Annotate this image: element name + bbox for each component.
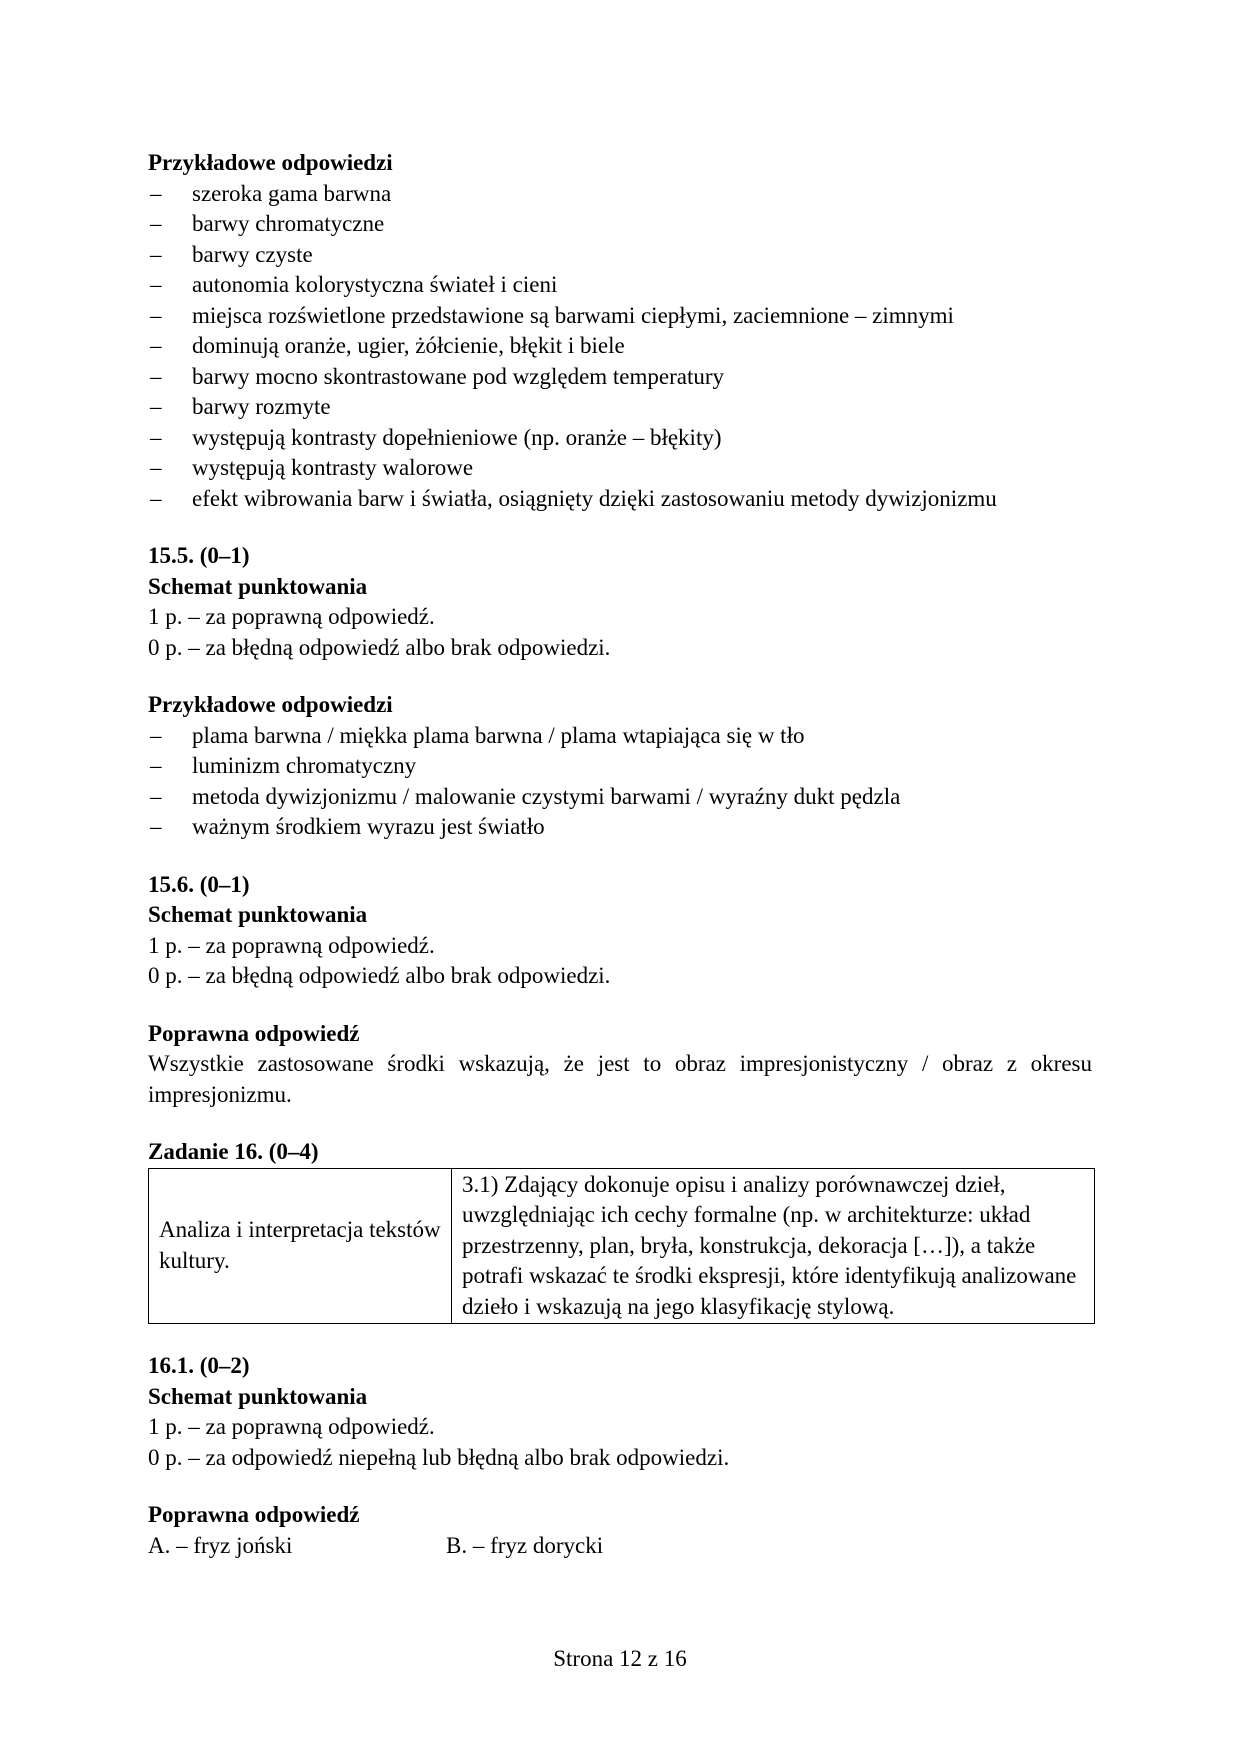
answers-heading: Przykładowe odpowiedzi: [148, 692, 393, 717]
scoring-line: 1 p. – za poprawną odpowiedź.: [148, 932, 435, 958]
answer-heading: Poprawna odpowiedź: [148, 1502, 360, 1527]
list-item: – występują kontrasty dopełnieniowe (np. oranże – błękity): [148, 423, 1092, 454]
task-title: 15.5. (0–1): [148, 543, 250, 568]
page-content: [148, 148, 1092, 1561]
list-item: – występują kontrasty walorowe: [148, 453, 1092, 484]
task-title: 16.1. (0–2): [148, 1353, 250, 1378]
answer-text: Wszystkie zastosowane środki wskazują, że jest to obraz impresjonistyczny / obraz z okresu impresjonizmu.: [148, 1051, 1092, 1107]
scoring-line: 1 p. – za poprawną odpowiedź.: [148, 604, 435, 629]
list-item: – szeroka gama barwna: [148, 179, 1092, 210]
list-item: – ważnym środkiem wyrazu jest światło: [148, 812, 1092, 843]
list-item: – barwy mocno skontrastowane pod względem temperatury: [148, 362, 1092, 393]
table-row: [149, 1168, 1095, 1324]
list-item: – autonomia kolorystyczna świateł i cieni: [148, 270, 1092, 301]
scoring-line: 1 p. – za poprawną odpowiedź.: [148, 1414, 435, 1439]
answer-a: A. – fryz joński: [148, 1532, 293, 1558]
list-item: – luminizm chromatyczny: [148, 751, 1092, 782]
list-item: – barwy rozmyte: [148, 392, 1092, 423]
scoring-line: 0 p. – za odpowiedź niepełną lub błędną albo brak odpowiedzi.: [148, 1444, 730, 1470]
scoring-line: 0 p. – za błędną odpowiedź albo brak odpowiedzi.: [148, 963, 611, 988]
list-item: – barwy chromatyczne: [148, 209, 1092, 240]
requirements-table: [148, 1168, 1095, 1325]
list-item: – efekt wibrowania barw i światła, osiągnięty dzięki zastosowaniu metody dywizjonizmu: [148, 484, 1092, 515]
answer-list: [148, 721, 1092, 843]
answer-row: [148, 1531, 1092, 1562]
section-heading: Przykładowe odpowiedzi: [148, 150, 393, 175]
list-item: – miejsca rozświetlone przedstawione są barwami ciepłymi, zaciemnione – zimnymi: [148, 301, 1092, 332]
task-title: Zadanie 16. (0–4): [148, 1139, 319, 1164]
list-item: – dominują oranże, ugier, żółcienie, błękit i biele: [148, 331, 1092, 362]
list-item: – metoda dywizjonizmu / malowanie czystymi barwami / wyraźny dukt pędzla: [148, 782, 1092, 813]
list-item: – plama barwna / miękka plama barwna / plama wtapiająca się w tło: [148, 721, 1092, 752]
table-cell-requirement: 3.1) Zdający dokonuje opisu i analizy porównawczej dzieł, uwzględniając ich cechy formalne (np. w architekturze: układ przestrzenny, plan, bryła, konstrukcja, dekoracja […]), a także potrafi wskazać te środki ekspresji, które identyfikują analizowane dzieło i wskazują na jego klasyfikację stylową.: [452, 1168, 1095, 1324]
answer-b: B. – fryz dorycki: [446, 1532, 604, 1558]
page-number: Strona 12 z 16: [553, 1646, 687, 1671]
list-item: – barwy czyste: [148, 240, 1092, 271]
task-title: 15.6. (0–1): [148, 871, 250, 897]
scheme-heading: Schemat punktowania: [148, 573, 368, 599]
answer-heading: Poprawna odpowiedź: [148, 1020, 360, 1046]
table-cell-area: Analiza i interpretacja tekstów kultury.: [149, 1168, 452, 1324]
scheme-heading: Schemat punktowania: [148, 902, 368, 927]
answer-list: [148, 179, 1092, 515]
scheme-heading: Schemat punktowania: [148, 1383, 368, 1409]
scoring-line: 0 p. – za błędną odpowiedź albo brak odpowiedzi.: [148, 634, 611, 660]
